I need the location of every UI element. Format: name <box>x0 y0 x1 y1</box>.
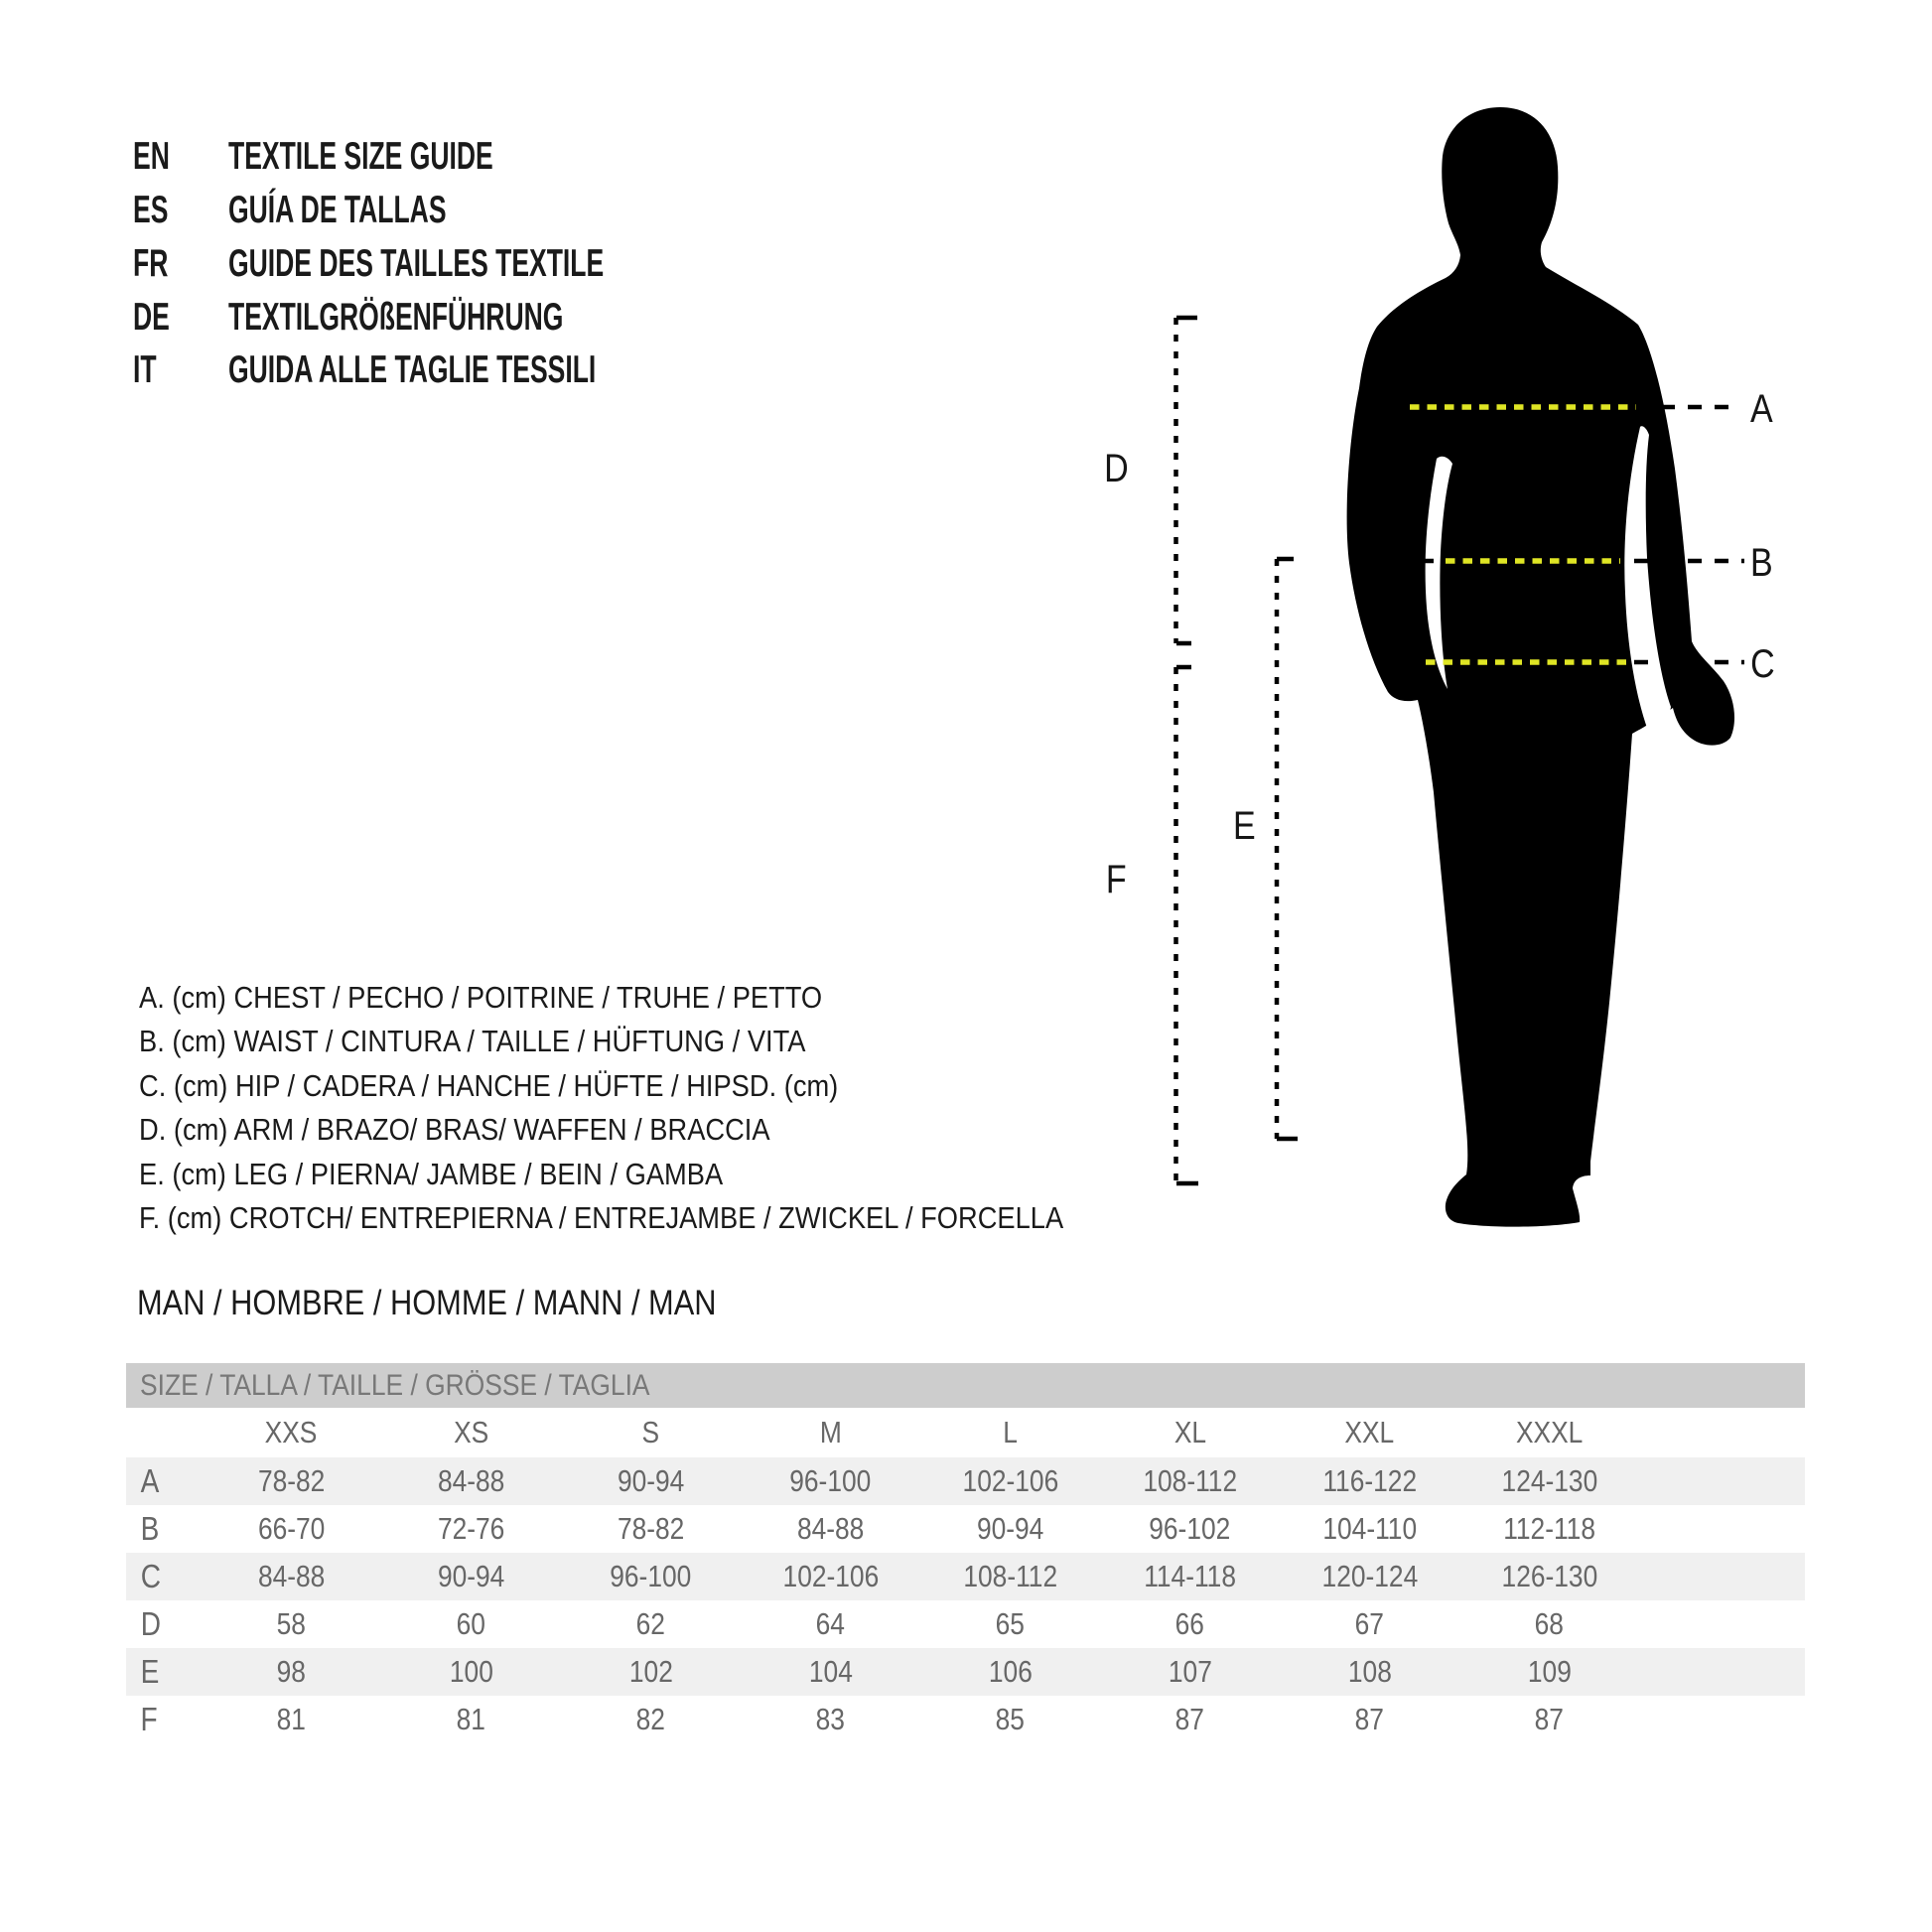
table-cell: 60 <box>456 1606 486 1641</box>
label-waist: B <box>1750 541 1773 585</box>
category-line: MAN / HOMBRE / HOMME / MANN / MAN <box>137 1284 717 1322</box>
table-cell: 108-112 <box>963 1559 1057 1593</box>
language-title: GUÍA DE TALLAS <box>228 189 447 231</box>
legend-line-chest: A. (cm) CHEST / PECHO / POITRINE / TRUHE / PETTO <box>139 980 823 1015</box>
table-cell: 83 <box>815 1702 846 1736</box>
size-column-header: L <box>1003 1415 1018 1449</box>
table-row-waist <box>126 1505 1805 1553</box>
table-cell: 96-100 <box>789 1463 872 1498</box>
size-column-header: XXS <box>265 1415 318 1449</box>
table-cell: 68 <box>1534 1606 1565 1641</box>
row-label: F <box>140 1701 158 1737</box>
table-cell: 108 <box>1347 1654 1392 1689</box>
language-code: FR <box>133 242 169 285</box>
table-cell: 84-88 <box>257 1559 326 1593</box>
table-cell: 124-130 <box>1501 1463 1597 1498</box>
language-title: GUIDA ALLE TAGLIE TESSILI <box>228 348 597 391</box>
table-cell: 108-112 <box>1143 1463 1237 1498</box>
language-code: ES <box>133 189 169 231</box>
table-cell: 106 <box>988 1654 1033 1689</box>
table-cell: 104-110 <box>1322 1511 1417 1546</box>
table-cell: 102-106 <box>782 1559 879 1593</box>
size-column-header: XXL <box>1344 1415 1395 1449</box>
table-cell: 81 <box>456 1702 486 1736</box>
table-cell: 84-88 <box>437 1463 505 1498</box>
table-header-band <box>126 1363 1805 1408</box>
table-cell: 67 <box>1354 1606 1385 1641</box>
language-code: EN <box>133 135 170 178</box>
table-cell: 112-118 <box>1503 1511 1595 1546</box>
table-cell: 66-70 <box>257 1511 326 1546</box>
table-cell: 96-102 <box>1149 1511 1231 1546</box>
table-cell: 114-118 <box>1144 1559 1236 1593</box>
table-cell: 102 <box>628 1654 673 1689</box>
table-row-chest <box>126 1457 1805 1505</box>
table-cell: 72-76 <box>437 1511 505 1546</box>
table-cell: 62 <box>635 1606 666 1641</box>
row-label: B <box>140 1510 160 1547</box>
language-title: GUIDE DES TAILLES TEXTILE <box>228 242 605 285</box>
legend-line-waist: B. (cm) WAIST / CINTURA / TAILLE / HÜFTUNG / VITA <box>139 1024 806 1058</box>
size-column-header: XS <box>453 1415 489 1449</box>
row-label: D <box>140 1605 162 1642</box>
table-cell: 98 <box>276 1654 307 1689</box>
language-title: TEXTILGRÖßENFÜHRUNG <box>228 296 564 339</box>
label-leg: E <box>1233 804 1256 848</box>
table-cell: 126-130 <box>1501 1559 1597 1593</box>
table-cell: 85 <box>995 1702 1026 1736</box>
man-silhouette <box>1347 107 1734 1227</box>
table-cell: 87 <box>1354 1702 1385 1736</box>
label-arm: D <box>1104 447 1129 490</box>
legend-line-hip: C. (cm) HIP / CADERA / HANCHE / HÜFTE / HIPSD. (cm) <box>139 1068 839 1103</box>
language-code: DE <box>133 296 170 339</box>
table-row-arm <box>126 1600 1805 1648</box>
size-header-row <box>126 1408 1805 1457</box>
table-cell: 120-124 <box>1321 1559 1418 1593</box>
size-column-header: S <box>641 1415 660 1449</box>
legend-line-leg: E. (cm) LEG / PIERNA/ JAMBE / BEIN / GAMBA <box>139 1157 724 1191</box>
table-cell: 58 <box>276 1606 307 1641</box>
legend-line-arm: D. (cm) ARM / BRAZO/ BRAS/ WAFFEN / BRACCIA <box>139 1112 770 1147</box>
table-row-leg <box>126 1648 1805 1696</box>
table-cell: 109 <box>1527 1654 1572 1689</box>
table-cell: 107 <box>1168 1654 1212 1689</box>
table-cell: 87 <box>1174 1702 1205 1736</box>
language-code: IT <box>133 348 157 391</box>
table-cell: 65 <box>995 1606 1026 1641</box>
size-column-header: XXXL <box>1515 1415 1584 1449</box>
table-cell: 104 <box>808 1654 853 1689</box>
row-label: A <box>140 1462 160 1499</box>
table-cell: 90-94 <box>976 1511 1044 1546</box>
table-cell: 96-100 <box>610 1559 692 1593</box>
table-cell: 66 <box>1174 1606 1205 1641</box>
size-column-header: M <box>819 1415 842 1449</box>
table-cell: 84-88 <box>796 1511 865 1546</box>
table-header-text: SIZE / TALLA / TAILLE / GRÖSSE / TAGLIA <box>140 1369 650 1402</box>
table-cell: 102-106 <box>962 1463 1058 1498</box>
table-cell: 116-122 <box>1322 1463 1417 1498</box>
table-cell: 81 <box>276 1702 307 1736</box>
table-cell: 87 <box>1534 1702 1565 1736</box>
size-table <box>126 1363 1805 1743</box>
table-cell: 78-82 <box>257 1463 326 1498</box>
table-cell: 100 <box>449 1654 493 1689</box>
legend-line-crotch: F. (cm) CROTCH/ ENTREPIERNA / ENTREJAMBE / ZWICKEL / FORCELLA <box>139 1200 1064 1235</box>
table-cell: 82 <box>635 1702 666 1736</box>
man-silhouette-diagram <box>1033 60 1932 1340</box>
row-label: E <box>140 1653 160 1690</box>
table-cell: 90-94 <box>617 1463 685 1498</box>
table-row-hip <box>126 1553 1805 1600</box>
table-cell: 90-94 <box>437 1559 505 1593</box>
size-column-header: XL <box>1173 1415 1206 1449</box>
row-label: C <box>140 1558 162 1594</box>
label-hip: C <box>1750 642 1775 686</box>
label-crotch: F <box>1105 858 1127 901</box>
label-chest: A <box>1750 387 1773 431</box>
table-row-crotch <box>126 1696 1805 1743</box>
language-title: TEXTILE SIZE GUIDE <box>228 135 493 178</box>
table-cell: 78-82 <box>617 1511 685 1546</box>
table-cell: 64 <box>815 1606 846 1641</box>
